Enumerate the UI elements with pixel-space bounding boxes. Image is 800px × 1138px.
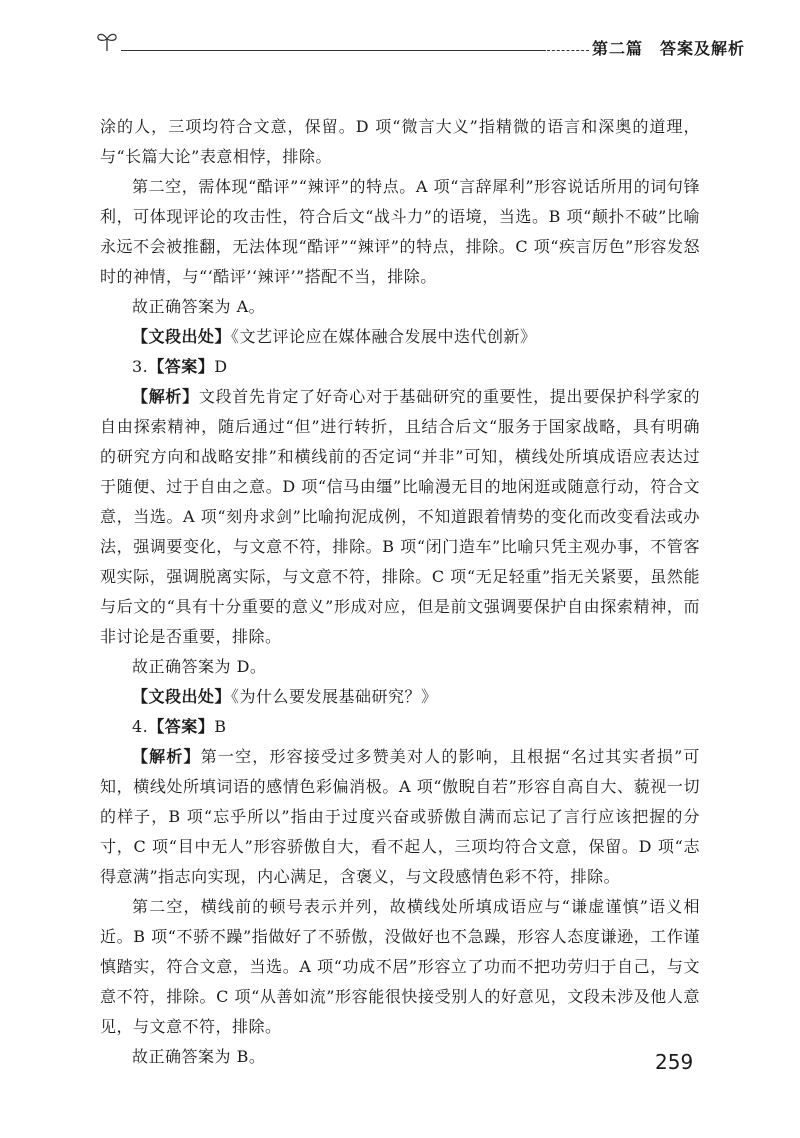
analysis-label: 【解析】 — [132, 387, 199, 406]
conclusion-line: 故正确答案为 A。 — [132, 297, 266, 316]
source-title: 《文艺评论应在媒体融合发展中迭代创新》 — [231, 327, 537, 346]
conclusion-line: 故正确答案为 D。 — [132, 657, 267, 676]
paragraph: 第二空，需体现“酷评”“辣评”的特点。A 项“言辞犀利”形容说话所用的词句锋利，可体现评论的攻击性，符合后文“战斗力”的语境，当选。B 项“颠扑不破”比喻永远不会被推翻，无法体现“酷评”“辣评”的特点，排除。C 项“疾言厉色”形容发怒时的神情，与“‘酷评’‘辣评’”搭配不当，排除。 — [100, 177, 700, 286]
answer-label: 【答案】 — [148, 717, 215, 736]
answer-label: 【答案】 — [148, 357, 215, 376]
paragraph: 涂的人，三项均符合文意，保留。D 项“微言大义”指精微的语言和深奥的道理，与“长篇大论”表意相悖，排除。 — [100, 117, 700, 166]
analysis-text: 第一空，形容接受过多赞美对人的影响，且根据“名过其实者损”可知，横线处所填词语的感情色彩偏消极。A 项“傲睨自若”形容自高自大、藐视一切的样子，B 项“忘乎所以”指由于过度兴奋或骄傲自满而忘记了言行应该把握的分寸，C 项“目中无人”形容骄傲自大，看不起人，三项均符合文意，保留。D 项“志得意满”指志向实现，内心满足，含褒义，与文段感情色彩不符，排除。 — [100, 747, 700, 886]
source-label: 【文段出处】 — [132, 687, 232, 706]
question-number: 4. — [132, 717, 149, 736]
answer-value: B — [214, 717, 227, 736]
answer-value: D — [214, 357, 228, 376]
answer-explanation-body — [100, 112, 700, 1072]
page-header — [95, 28, 746, 58]
answer-line — [100, 712, 700, 742]
question-number: 3. — [132, 357, 149, 376]
source-line — [100, 322, 700, 352]
analysis-paragraph — [100, 742, 700, 892]
section-title: 第二篇 答案及解析 — [592, 39, 746, 58]
source-title: 《为什么要发展基础研究？》 — [231, 687, 438, 706]
sprout-icon — [95, 30, 119, 52]
source-label: 【文段出处】 — [132, 327, 232, 346]
analysis-paragraph — [100, 382, 700, 652]
answer-line — [100, 352, 700, 382]
page-number: 259 — [655, 1050, 694, 1074]
conclusion-line: 故正确答案为 B。 — [132, 1047, 266, 1066]
analysis-label: 【解析】 — [132, 747, 201, 766]
header-rule — [121, 50, 546, 51]
paragraph: 第二空，横线前的顿号表示并列，故横线处所填成语应与“谦虚谨慎”语义相近。B 项“不骄不躁”指做好了不骄傲，没做好也不急躁，形容人态度谦逊，工作谨慎踏实，符合文意，当选。A 项“功成不居”形容立了功而不把功劳归于自己，与文意不符，排除。C 项“从善如流”形容能很快接受别人的好意见，文段未涉及他人意见，与文意不符，排除。 — [100, 897, 700, 1036]
analysis-text: 文段首先肯定了好奇心对于基础研究的重要性，提出要保护科学家的自由探索精神，随后通过“但”进行转折，且结合后文“服务于国家战略，具有明确的研究方向和战略安排”和横线前的否定词“并非”可知，横线处所填成语应表达过于随便、过于自由之意。D 项“信马由缰”比喻漫无目的地闲逛或随意行动，符合文意，当选。A 项“刻舟求剑”比喻拘泥成例，不知道跟着情势的变化而改变看法或办法，强调要变化，与文意不符，排除。B 项“闭门造车”比喻只凭主观办事，不管客观实际，强调脱离实际，与文意不符，排除。C 项“无足轻重”指无关紧要，虽然能与后文的“具有十分重要的意义”形成对应，但是前文强调要保护自由探索精神，而非讨论是否重要，排除。 — [100, 387, 700, 646]
source-line — [100, 682, 700, 712]
header-rule-dashes — [547, 50, 589, 51]
